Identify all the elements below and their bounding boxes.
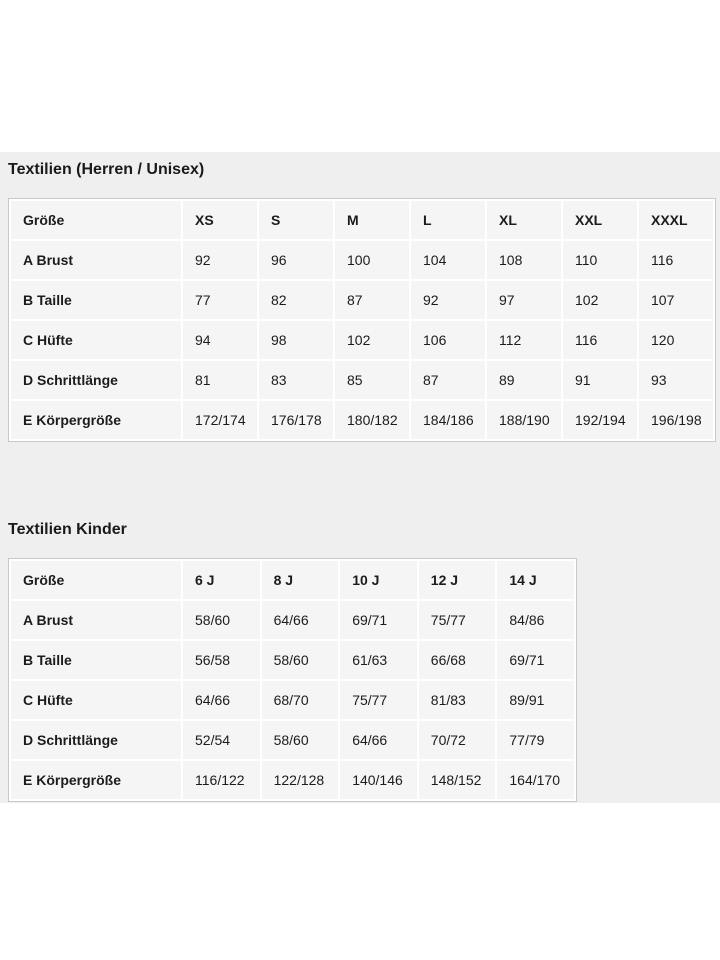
value-cell: 122/128	[262, 761, 339, 799]
size-charts-section	[0, 152, 720, 803]
value-cell: 116	[563, 321, 637, 359]
value-cell: 58/60	[183, 601, 260, 639]
row-label: E Körpergröße	[11, 761, 181, 799]
value-cell: 98	[259, 321, 333, 359]
table-row	[11, 601, 574, 639]
header-cell-size-label: Größe	[11, 201, 181, 239]
value-cell: 58/60	[262, 641, 339, 679]
value-cell: 96	[259, 241, 333, 279]
table-row	[11, 641, 574, 679]
value-cell: 94	[183, 321, 257, 359]
table-row	[11, 321, 713, 359]
row-label: D Schrittlänge	[11, 721, 181, 759]
value-cell: 196/198	[639, 401, 713, 439]
value-cell: 192/194	[563, 401, 637, 439]
header-cell: 10 J	[340, 561, 417, 599]
value-cell: 116/122	[183, 761, 260, 799]
header-cell: XS	[183, 201, 257, 239]
value-cell: 64/66	[262, 601, 339, 639]
table-row	[11, 761, 574, 799]
row-label: E Körpergröße	[11, 401, 181, 439]
value-cell: 188/190	[487, 401, 561, 439]
value-cell: 81	[183, 361, 257, 399]
table-header-row	[11, 561, 574, 599]
section-title-herren-unisex: Textilien (Herren / Unisex)	[8, 161, 205, 178]
value-cell: 64/66	[183, 681, 260, 719]
value-cell: 148/152	[419, 761, 496, 799]
value-cell: 112	[487, 321, 561, 359]
value-cell: 84/86	[497, 601, 574, 639]
row-label: A Brust	[11, 601, 181, 639]
value-cell: 108	[487, 241, 561, 279]
table-row	[11, 721, 574, 759]
header-cell: XL	[487, 201, 561, 239]
header-cell: 8 J	[262, 561, 339, 599]
value-cell: 58/60	[262, 721, 339, 759]
header-cell: XXXL	[639, 201, 713, 239]
value-cell: 87	[335, 281, 409, 319]
value-cell: 66/68	[419, 641, 496, 679]
value-cell: 100	[335, 241, 409, 279]
header-cell: 12 J	[419, 561, 496, 599]
value-cell: 120	[639, 321, 713, 359]
value-cell: 75/77	[419, 601, 496, 639]
value-cell: 164/170	[497, 761, 574, 799]
size-table-herren-unisex	[8, 198, 716, 442]
value-cell: 176/178	[259, 401, 333, 439]
value-cell: 93	[639, 361, 713, 399]
header-cell: S	[259, 201, 333, 239]
table-row	[11, 401, 713, 439]
value-cell: 102	[563, 281, 637, 319]
table-row	[11, 281, 713, 319]
header-cell: L	[411, 201, 485, 239]
value-cell: 81/83	[419, 681, 496, 719]
size-table-kinder	[8, 558, 577, 802]
value-cell: 89	[487, 361, 561, 399]
value-cell: 56/58	[183, 641, 260, 679]
value-cell: 87	[411, 361, 485, 399]
table-row	[11, 361, 713, 399]
value-cell: 97	[487, 281, 561, 319]
row-label: C Hüfte	[11, 321, 181, 359]
row-label: D Schrittlänge	[11, 361, 181, 399]
value-cell: 184/186	[411, 401, 485, 439]
section-title-kinder: Textilien Kinder	[8, 521, 127, 538]
value-cell: 70/72	[419, 721, 496, 759]
table-row	[11, 681, 574, 719]
value-cell: 180/182	[335, 401, 409, 439]
value-cell: 89/91	[497, 681, 574, 719]
value-cell: 52/54	[183, 721, 260, 759]
value-cell: 61/63	[340, 641, 417, 679]
value-cell: 64/66	[340, 721, 417, 759]
header-cell: 6 J	[183, 561, 260, 599]
value-cell: 104	[411, 241, 485, 279]
row-label: C Hüfte	[11, 681, 181, 719]
value-cell: 68/70	[262, 681, 339, 719]
value-cell: 172/174	[183, 401, 257, 439]
header-cell: M	[335, 201, 409, 239]
value-cell: 69/71	[340, 601, 417, 639]
value-cell: 83	[259, 361, 333, 399]
value-cell: 106	[411, 321, 485, 359]
value-cell: 85	[335, 361, 409, 399]
header-cell: 14 J	[497, 561, 574, 599]
table-header-row	[11, 201, 713, 239]
table-row	[11, 241, 713, 279]
value-cell: 140/146	[340, 761, 417, 799]
header-cell: XXL	[563, 201, 637, 239]
value-cell: 69/71	[497, 641, 574, 679]
value-cell: 110	[563, 241, 637, 279]
value-cell: 107	[639, 281, 713, 319]
header-cell-size-label: Größe	[11, 561, 181, 599]
value-cell: 92	[183, 241, 257, 279]
value-cell: 75/77	[340, 681, 417, 719]
value-cell: 77	[183, 281, 257, 319]
row-label: B Taille	[11, 281, 181, 319]
value-cell: 77/79	[497, 721, 574, 759]
value-cell: 91	[563, 361, 637, 399]
value-cell: 92	[411, 281, 485, 319]
value-cell: 116	[639, 241, 713, 279]
row-label: B Taille	[11, 641, 181, 679]
row-label: A Brust	[11, 241, 181, 279]
value-cell: 102	[335, 321, 409, 359]
value-cell: 82	[259, 281, 333, 319]
